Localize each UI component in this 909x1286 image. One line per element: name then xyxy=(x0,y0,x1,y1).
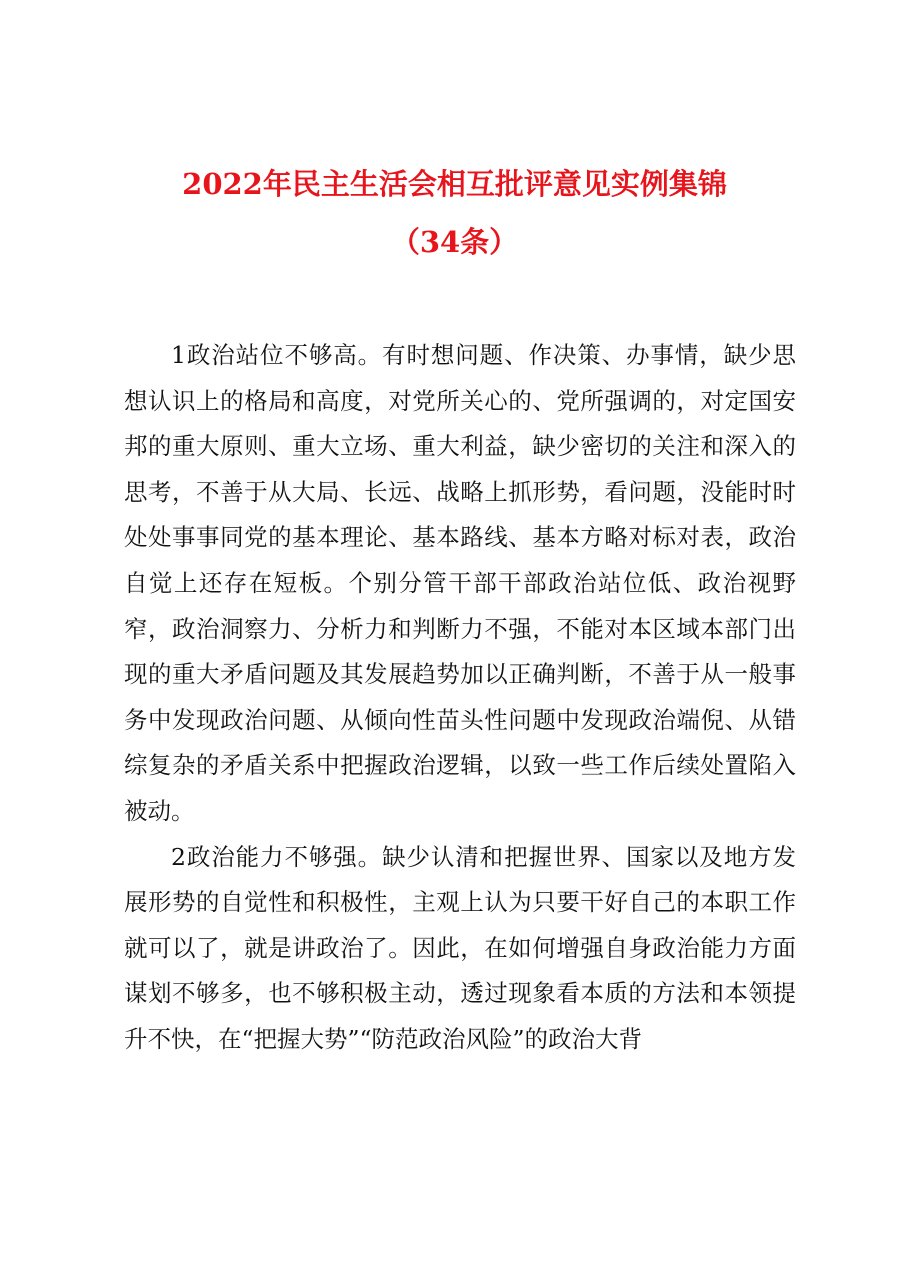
paragraph-2: 2政治能力不够强。缺少认清和把握世界、国家以及地方发展形势的自觉性和积极性，主观上认为只要干好自己的本职工作就可以了，就是讲政治了。因此，在如何增强自身政治能力方面谋划不够多，也不够积极主动，透过现象看本质的方法和本领提升不快，在“把握大势”“防范政治风险”的政治大背 xyxy=(124,842,796,1053)
document-body xyxy=(124,333,796,1063)
paragraph-1: 1政治站位不够高。有时想问题、作决策、办事情，缺少思想认识上的格局和高度，对党所关心的、党所强调的，对定国安邦的重大原则、重大立场、重大利益，缺少密切的关注和深入的思考，不善于从大局、长远、战略上抓形势，看问题，没能时时处处事事同党的基本理论、基本路线、基本方略对标对表，政治自觉上还存在短板。个别分管干部干部政治站位低、政治视野窄，政治洞察力、分析力和判断力不强，不能对本区域本部门出现的重大矛盾问题及其发展趋势加以正确判断，不善于从一般事务中发现政治问题、从倾向性苗头性问题中发现政治端倪、从错综复杂的矛盾关系中把握政治逻辑，以致一些工作后续处置陷入被动。 xyxy=(124,341,796,825)
document-subtitle: （34条） xyxy=(390,225,519,259)
document-title: 2022年民主生活会相互批评意见实例集锦 xyxy=(182,167,727,201)
